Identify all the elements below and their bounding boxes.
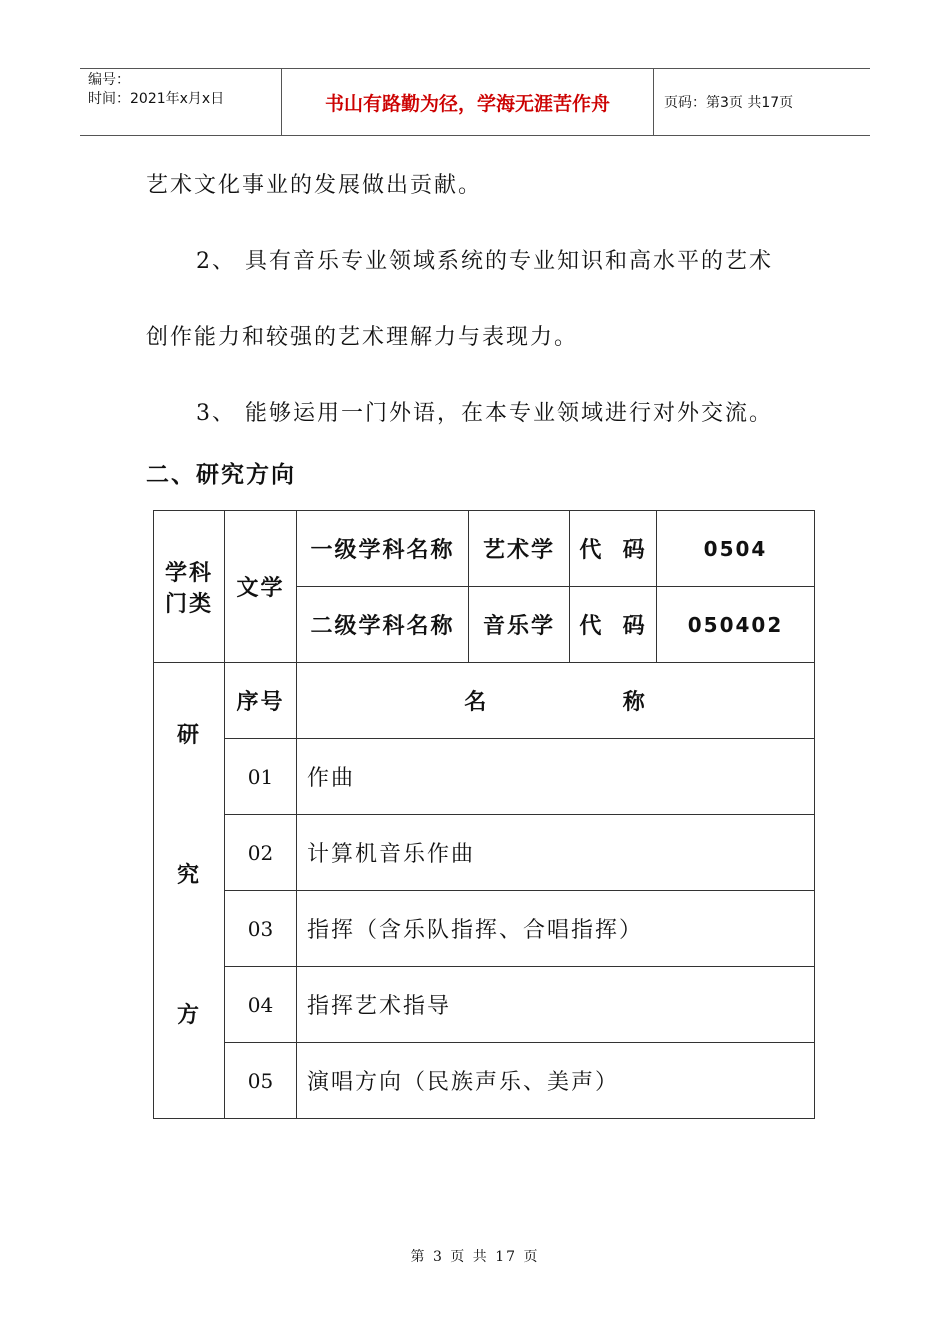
page-footer: 第 3 页 共 17 页 bbox=[410, 1249, 540, 1265]
row-name: 计算机音乐作曲 bbox=[297, 815, 815, 891]
header-number: 编号： bbox=[88, 72, 130, 88]
name-header: 名 称 bbox=[297, 663, 815, 739]
seq-header: 序号 bbox=[225, 663, 297, 739]
level1-code: 0504 bbox=[657, 511, 815, 587]
row-num: 05 bbox=[225, 1043, 297, 1119]
section-heading: 二、研究方向 bbox=[146, 462, 296, 488]
level1-label: 一级学科名称 bbox=[297, 511, 469, 587]
level2-code: 050402 bbox=[657, 587, 815, 663]
category-label: 学科 门类 bbox=[154, 511, 225, 663]
row-num: 01 bbox=[225, 739, 297, 815]
level2-label: 二级学科名称 bbox=[297, 587, 469, 663]
category-value: 文学 bbox=[225, 511, 297, 663]
row-num: 04 bbox=[225, 967, 297, 1043]
header-meta bbox=[80, 69, 282, 135]
header-motto: 书山有路勤为径，学海无涯苦作舟 bbox=[282, 69, 654, 135]
row-name: 演唱方向（民族声乐、美声） bbox=[297, 1043, 815, 1119]
level1-value: 艺术学 bbox=[469, 511, 570, 587]
row-name: 指挥艺术指导 bbox=[297, 967, 815, 1043]
level1-code-label: 代 码 bbox=[570, 511, 657, 587]
paragraph-3: 创作能力和较强的艺术理解力与表现力。 bbox=[146, 325, 579, 350]
row-name: 指挥（含乐队指挥、合唱指挥） bbox=[297, 891, 815, 967]
paragraph-1: 艺术文化事业的发展做出贡献。 bbox=[146, 173, 483, 198]
row-name: 作曲 bbox=[297, 739, 815, 815]
table-row bbox=[154, 891, 815, 967]
research-table bbox=[153, 510, 815, 1119]
table-row bbox=[154, 1043, 815, 1119]
research-direction-label: 研 究 方 bbox=[154, 663, 225, 1119]
row-num: 03 bbox=[225, 891, 297, 967]
paragraph-4: 3、 能够运用一门外语，在本专业领域进行对外交流。 bbox=[196, 401, 773, 426]
page-header bbox=[80, 68, 870, 136]
header-time: 时间：2021年x月x日 bbox=[88, 91, 225, 107]
table-row bbox=[154, 739, 815, 815]
row-num: 02 bbox=[225, 815, 297, 891]
table-row bbox=[154, 967, 815, 1043]
table-row bbox=[154, 815, 815, 891]
level2-value: 音乐学 bbox=[469, 587, 570, 663]
paragraph-2: 2、 具有音乐专业领域系统的专业知识和高水平的艺术 bbox=[196, 249, 773, 274]
table-row bbox=[154, 663, 815, 739]
level2-code-label: 代 码 bbox=[570, 587, 657, 663]
header-page-info: 页码：第3页 共17页 bbox=[664, 95, 794, 111]
table-row bbox=[154, 511, 815, 587]
